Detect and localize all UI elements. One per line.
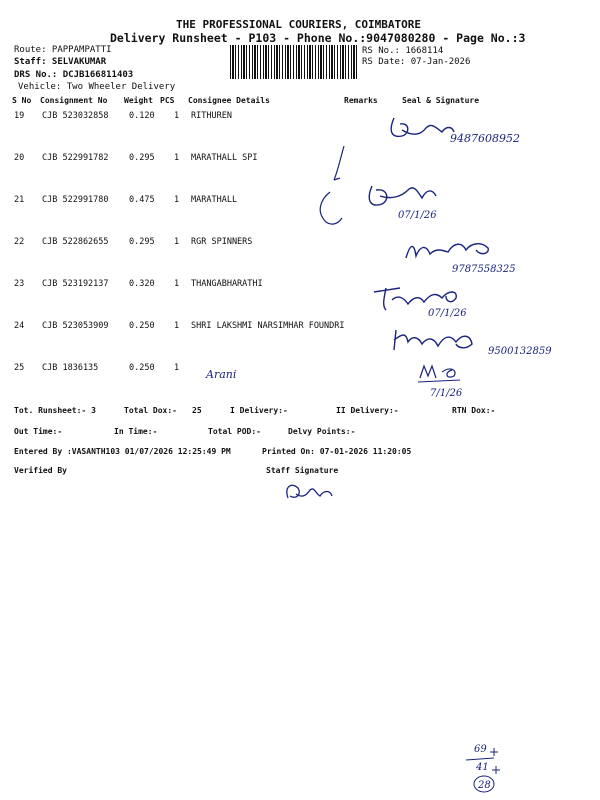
svg-text:Arani: Arani [206,368,237,381]
row-weight: 0.320 [129,279,155,289]
row-consignee: SHRI LAKSHMI NARSIMHAR FOUNDRI [191,321,345,331]
vehicle-label: Vehicle: Two Wheeler Delivery [18,82,176,92]
out-time: Out Time:- [14,427,63,436]
delvy-points: Delvy Points:- [288,427,356,436]
row-consignment: CJB 523032858 [42,111,109,121]
table-row [0,279,600,319]
staff-signature-label: Staff Signature [266,466,339,475]
rtn-dox: RTN Dox:- [452,406,496,415]
col-remarks: Remarks [344,96,378,105]
row-consignee: THANGABHARATHI [191,279,263,289]
col-weight: Weight [124,96,153,105]
row-weight: 0.295 [129,237,155,247]
total-runsheet: Tot. Runsheet:- 3 [14,406,96,415]
signature-row-25 [416,362,506,402]
staff-label: Staff: SELVAKUMAR [14,57,107,67]
svg-text:69: 69 [474,744,487,755]
staff-signature [282,478,342,508]
signature-row-24 [388,322,588,362]
row-consignee: RITHUREN [191,111,232,121]
row-weight: 0.295 [129,153,155,163]
total-pod: Total POD:- [208,427,261,436]
table-row [0,363,600,403]
row-sno: 24 [14,321,25,331]
handwritten-date: 07/1/26 [428,308,467,319]
table-row [0,195,600,235]
row-sno: 20 [14,153,25,163]
handwritten-consignee [204,356,284,386]
row-sno: 25 [14,363,25,373]
runsheet-title: Delivery Runsheet - P103 - Phone No.:9047080280 - Page No.:3 [110,31,526,45]
row-consignment: CJB 1836135 [42,363,99,373]
row-consignment: CJB 523053909 [42,321,109,331]
drs-number: DRS No.: DCJB166811403 [14,70,134,80]
svg-text:41: 41 [476,762,489,773]
row-sno: 19 [14,111,25,121]
handwritten-phone: 9500132859 [488,346,552,357]
signature-row-20-21 [310,142,490,232]
signature-row-23 [370,278,510,324]
i-delivery: I Delivery:- [230,406,288,415]
barcode [230,45,358,79]
row-pcs: 1 [174,195,180,205]
row-consignee: MARATHALL SPI [191,153,258,163]
footer-handwritten-sum [464,738,514,794]
row-sno: 21 [14,195,25,205]
handwritten-date: 7/1/26 [430,388,463,399]
svg-text:28: 28 [478,780,491,791]
row-pcs: 1 [174,279,180,289]
table-row [0,153,600,193]
row-pcs: 1 [174,363,180,373]
verified-by: Verified By [14,466,67,475]
row-sno: 22 [14,237,25,247]
col-consignment: Consignment No [40,96,108,105]
row-weight: 0.250 [129,321,155,331]
row-consignment: CJB 523192137 [42,279,109,289]
company-name: THE PROFESSIONAL COURIERS, COIMBATORE [176,18,422,31]
rs-number: RS No.: 1668114 [362,46,444,56]
row-weight: 0.475 [129,195,155,205]
in-time: In Time:- [114,427,158,436]
row-consignee: MARATHALL [191,195,238,205]
rs-date: RS Date: 07-Jan-2026 [362,57,471,67]
row-consignee: RGR SPINNERS [191,237,253,247]
row-pcs: 1 [174,321,180,331]
row-pcs: 1 [174,237,180,247]
printed-on: Printed On: 07-01-2026 11:20:05 [262,447,412,456]
row-pcs: 1 [174,153,180,163]
route-label: Route: PAPPAMPATTI [14,45,112,55]
col-consignee: Consignee Details [188,96,270,105]
handwritten-date: 07/1/26 [398,210,437,221]
row-weight: 0.250 [129,363,155,373]
row-consignment: CJB 522991782 [42,153,109,163]
col-signature: Seal & Signature [402,96,480,105]
row-sno: 23 [14,279,25,289]
signature-row-22 [400,232,580,278]
ii-delivery: II Delivery:- [336,406,399,415]
col-pcs: PCS [160,96,175,105]
entered-by: Entered By :VASANTH103 01/07/2026 12:25:49 PM [14,447,231,456]
total-dox-value: 25 [192,406,202,415]
row-consignment: CJB 522862655 [42,237,109,247]
row-weight: 0.120 [129,111,155,121]
col-sno: S No [12,96,32,105]
row-pcs: 1 [174,111,180,121]
row-consignment: CJB 522991780 [42,195,109,205]
handwritten-phone: 9787558325 [452,264,516,275]
total-dox-label: Total Dox:- [124,406,177,415]
handwritten-phone: 9487608952 [450,132,520,145]
